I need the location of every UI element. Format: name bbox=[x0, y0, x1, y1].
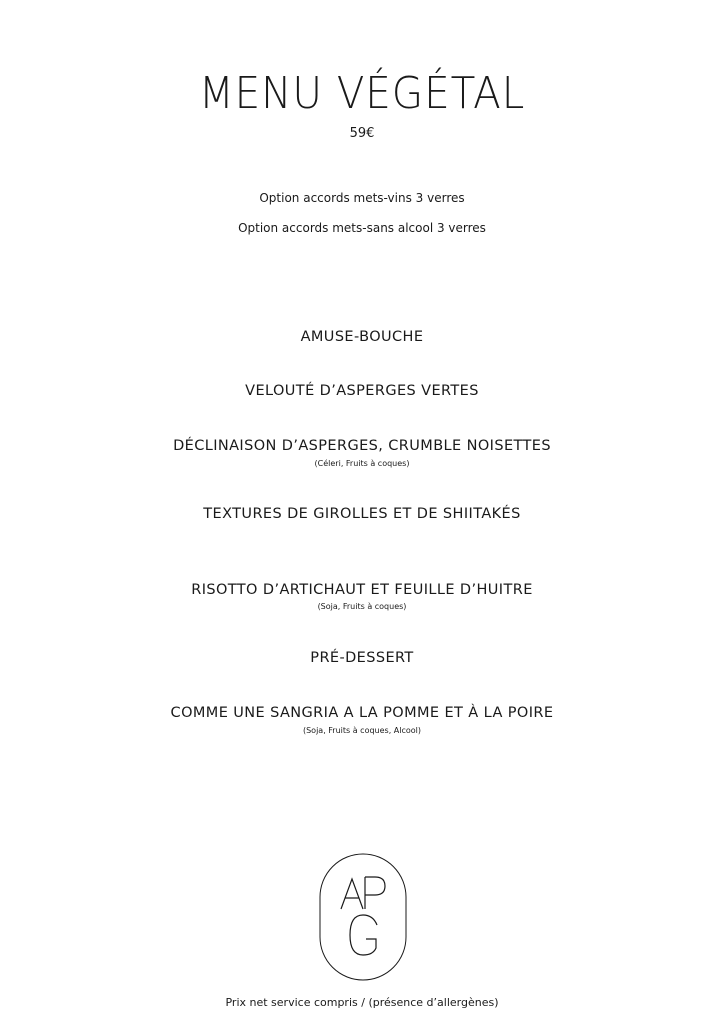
course-sangria: COMME UNE SANGRIA A LA POMME ET À LA POIRE bbox=[170, 705, 554, 721]
course-declinaison-allergens: (Céleri, Fruits à coques) bbox=[314, 459, 410, 468]
course-pre-dessert: PRÉ-DESSERT bbox=[310, 650, 414, 666]
menu-title: MENU VÉGÉTAL bbox=[198, 68, 526, 119]
wine-pairing-option: Option accords mets-vins 3 verres bbox=[259, 191, 465, 205]
menu-price: 59€ bbox=[349, 126, 375, 141]
course-declinaison: DÉCLINAISON D’ASPERGES, CRUMBLE NOISETTES bbox=[173, 438, 551, 454]
footer-note: Prix net service compris / (présence d’allergènes) bbox=[225, 996, 499, 1009]
course-risotto: RISOTTO D’ARTICHAUT ET FEUILLE D’HUITRE bbox=[191, 582, 533, 598]
course-sangria-allergens: (Soja, Fruits à coques, Alcool) bbox=[302, 726, 422, 735]
course-risotto-allergens: (Soja, Fruits à coques) bbox=[317, 602, 407, 611]
non-alcoholic-pairing-option: Option accords mets-sans alcool 3 verres bbox=[238, 221, 486, 235]
course-veloute: VELOUTÉ D’ASPERGES VERTES bbox=[245, 383, 479, 399]
course-amuse-bouche: AMUSE-BOUCHE bbox=[300, 329, 424, 345]
course-textures: TEXTURES DE GIROLLES ET DE SHIITAKÉS bbox=[203, 506, 521, 522]
apg-monogram-logo bbox=[319, 853, 407, 981]
